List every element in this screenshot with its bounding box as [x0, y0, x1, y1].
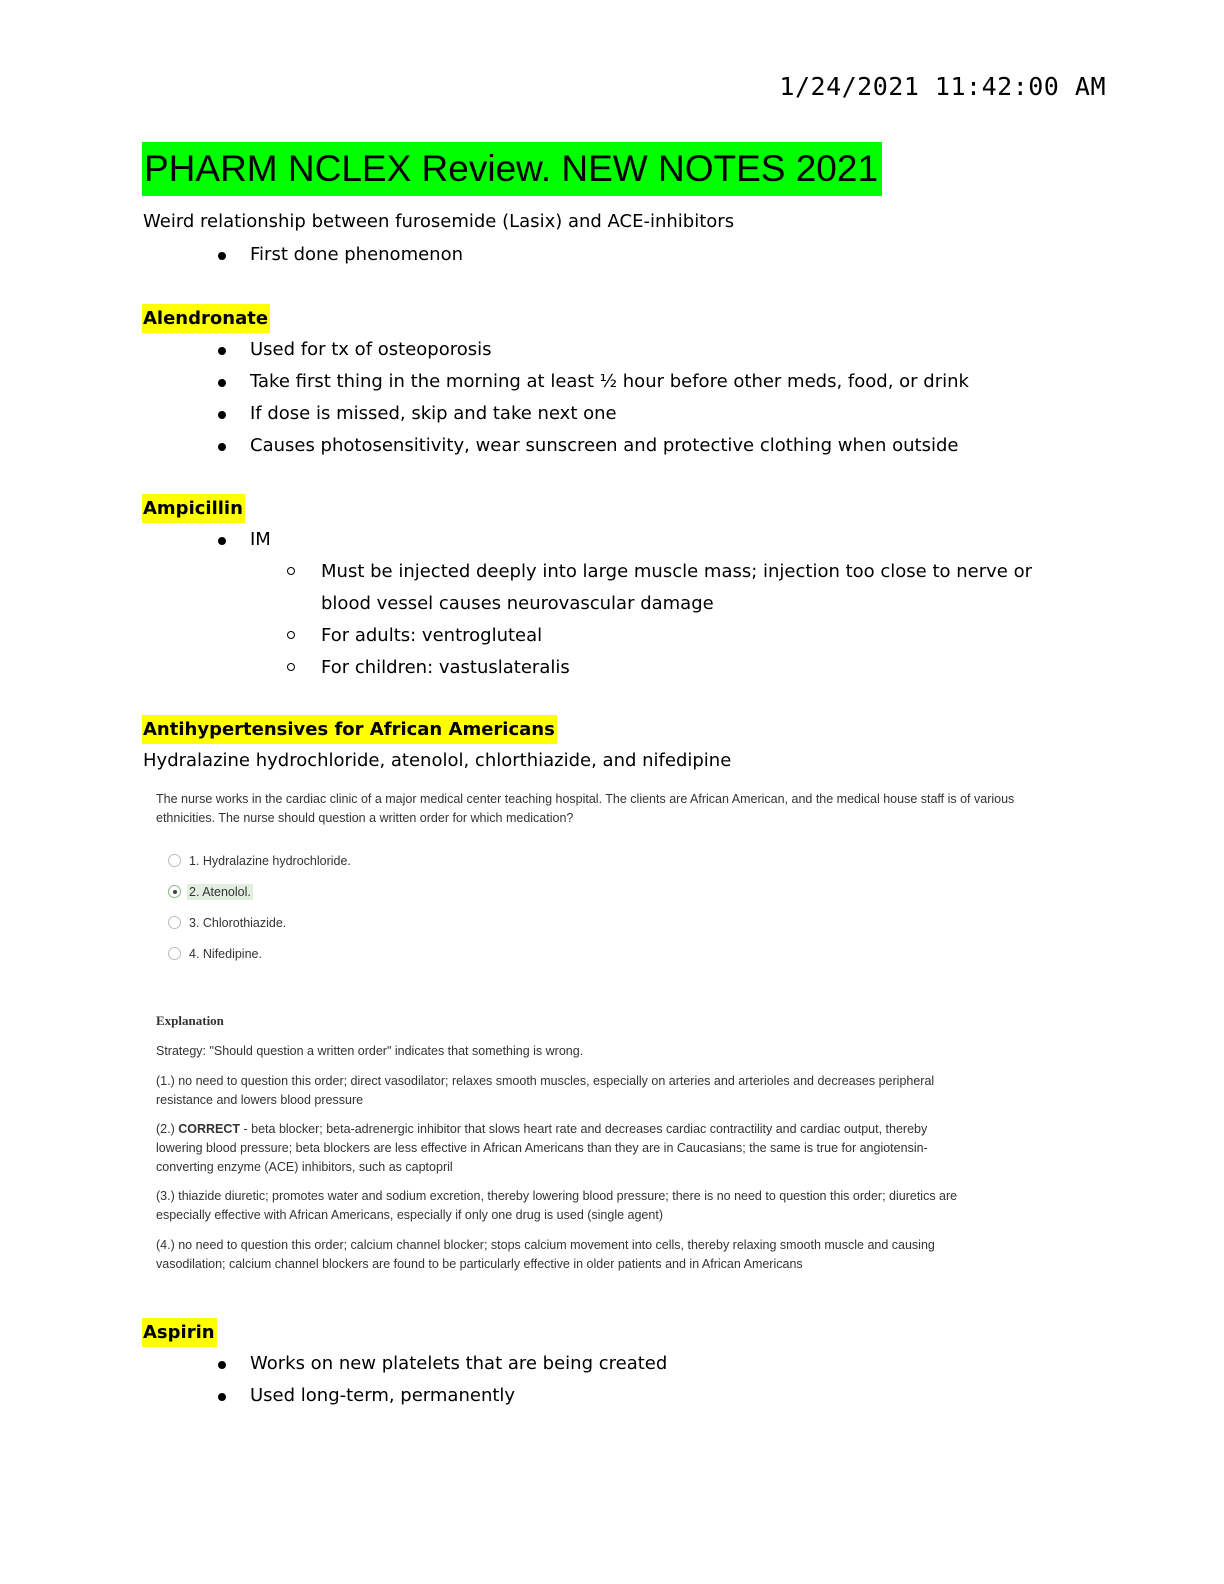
explanation-item-2	[156, 1120, 928, 1177]
heading-text: Ampicillin	[142, 494, 245, 523]
radio-selected-icon[interactable]	[168, 885, 181, 898]
explanation-number: (3.)	[156, 1189, 175, 1203]
circle-bullet-icon	[287, 567, 295, 575]
sub-list-item-text: blood vessel causes neurovascular damage	[321, 593, 714, 614]
section-heading-antihypertensives	[142, 715, 557, 744]
explanation-line: thiazide diuretic; promotes water and sodium excretion, thereby lowering blood pressure; there is no need to question this order; diuretics are	[174, 1189, 958, 1203]
section-heading-alendronate	[142, 304, 270, 333]
bullet-icon	[218, 537, 226, 545]
list-item	[250, 529, 271, 550]
heading-text: Alendronate	[142, 304, 270, 333]
answer-option-label: 1. Hydralazine hydrochloride.	[189, 854, 351, 868]
radio-icon[interactable]	[168, 947, 181, 960]
explanation-line: no need to question this order; calcium channel blocker; stops calcium movement into cells, thereby relaxing smooth muscle and causing	[174, 1238, 935, 1252]
list-item-text: First done phenomenon	[250, 244, 464, 265]
explanation-item-3	[156, 1187, 957, 1225]
sub-list-item-text: For adults: ventrogluteal	[321, 625, 543, 646]
explanation-line: resistance and lowers blood pressure	[156, 1093, 364, 1107]
section-heading-aspirin	[142, 1318, 217, 1347]
explanation-item-4	[156, 1236, 935, 1274]
question-line: The nurse works in the cardiac clinic of a major medical center teaching hospital. The clients are African American, and the medical house staff is of various	[156, 792, 1015, 806]
explanation-title: Explanation	[156, 1013, 224, 1028]
list-item	[250, 339, 492, 360]
explanation-line: especially effective with African Americans, especially if only one drug is used (single agent)	[156, 1208, 663, 1222]
list-item-text: IM	[250, 529, 271, 550]
correct-label: CORRECT	[178, 1122, 241, 1136]
sub-list-item	[321, 556, 1032, 588]
page-title: PHARM NCLEX Review. NEW NOTES 2021	[142, 142, 882, 196]
bullet-icon	[218, 411, 226, 419]
circle-bullet-icon	[287, 663, 295, 671]
explanation-number: (2.)	[156, 1122, 175, 1136]
explanation-number: (1.)	[156, 1074, 175, 1088]
intro-text: Weird relationship between furosemide (Lasix) and ACE-inhibitors	[143, 211, 735, 232]
sub-list-item-text: For children: vastuslateralis	[321, 657, 570, 678]
list-item	[250, 1385, 515, 1406]
circle-bullet-icon	[287, 631, 295, 639]
radio-icon[interactable]	[168, 916, 181, 929]
timestamp: 1/24/2021 11:42:00 AM	[779, 72, 1106, 101]
list-item	[250, 371, 969, 392]
explanation-item-1	[156, 1072, 934, 1110]
antihypertensives-text: Hydralazine hydrochloride, atenolol, chlorthiazide, and nifedipine	[143, 750, 732, 771]
answer-option-label: 2. Atenolol.	[189, 885, 251, 899]
list-item	[250, 403, 617, 424]
explanation-line: converting enzyme (ACE) inhibitors, such as captopril	[156, 1160, 453, 1174]
question-text	[156, 790, 1116, 828]
answer-option-label: 3. Chlorothiazide.	[189, 916, 287, 930]
list-item	[250, 244, 463, 265]
heading-text: Aspirin	[142, 1318, 217, 1347]
list-item	[250, 435, 958, 456]
list-item-text: Used long-term, permanently	[250, 1385, 516, 1406]
sub-list-item	[321, 652, 570, 684]
explanation-line: lowering blood pressure; beta blockers are less effective in African Americans than they are in Caucasians; the same is true for angiotensin-	[156, 1141, 928, 1155]
list-item-text: If dose is missed, skip and take next one	[250, 403, 617, 424]
list-item-text: Causes photosensitivity, wear sunscreen and protective clothing when outside	[250, 435, 959, 456]
list-item-text: Used for tx of osteoporosis	[250, 339, 492, 360]
bullet-icon	[218, 1393, 226, 1401]
title-container	[142, 142, 882, 196]
bullet-icon	[218, 347, 226, 355]
radio-icon[interactable]	[168, 854, 181, 867]
heading-text: Antihypertensives for African Americans	[142, 715, 557, 744]
sub-list-item-continuation	[321, 588, 714, 620]
bullet-icon	[218, 443, 226, 451]
question-line: ethnicities. The nurse should question a written order for which medication?	[156, 811, 574, 825]
list-item	[250, 1353, 667, 1374]
strategy-text: Strategy: "Should question a written order" indicates that something is wrong.	[156, 1044, 584, 1058]
bullet-icon	[218, 379, 226, 387]
section-heading-ampicillin	[142, 494, 245, 523]
explanation-number: (4.)	[156, 1238, 175, 1252]
sub-list-item-text: Must be injected deeply into large muscle mass; injection too close to nerve or	[321, 561, 1033, 582]
list-item-text: Take first thing in the morning at least ½ hour before other meds, food, or drink	[250, 371, 969, 392]
sub-list-item	[321, 620, 542, 652]
list-item-text: Works on new platelets that are being created	[250, 1353, 668, 1374]
explanation-line: vasodilation; calcium channel blockers are found to be particularly effective in older patients and in African Americans	[156, 1257, 803, 1271]
explanation-line: - beta blocker; beta-adrenergic inhibitor that slows heart rate and decreases cardiac contractility and cardiac output, thereby	[240, 1122, 928, 1136]
explanation-line: no need to question this order; direct vasodilator; relaxes smooth muscles, especially on arteries and arterioles and decreases peripheral	[174, 1074, 935, 1088]
bullet-icon	[218, 252, 226, 260]
bullet-icon	[218, 1361, 226, 1369]
answer-option-label: 4. Nifedipine.	[189, 947, 262, 961]
